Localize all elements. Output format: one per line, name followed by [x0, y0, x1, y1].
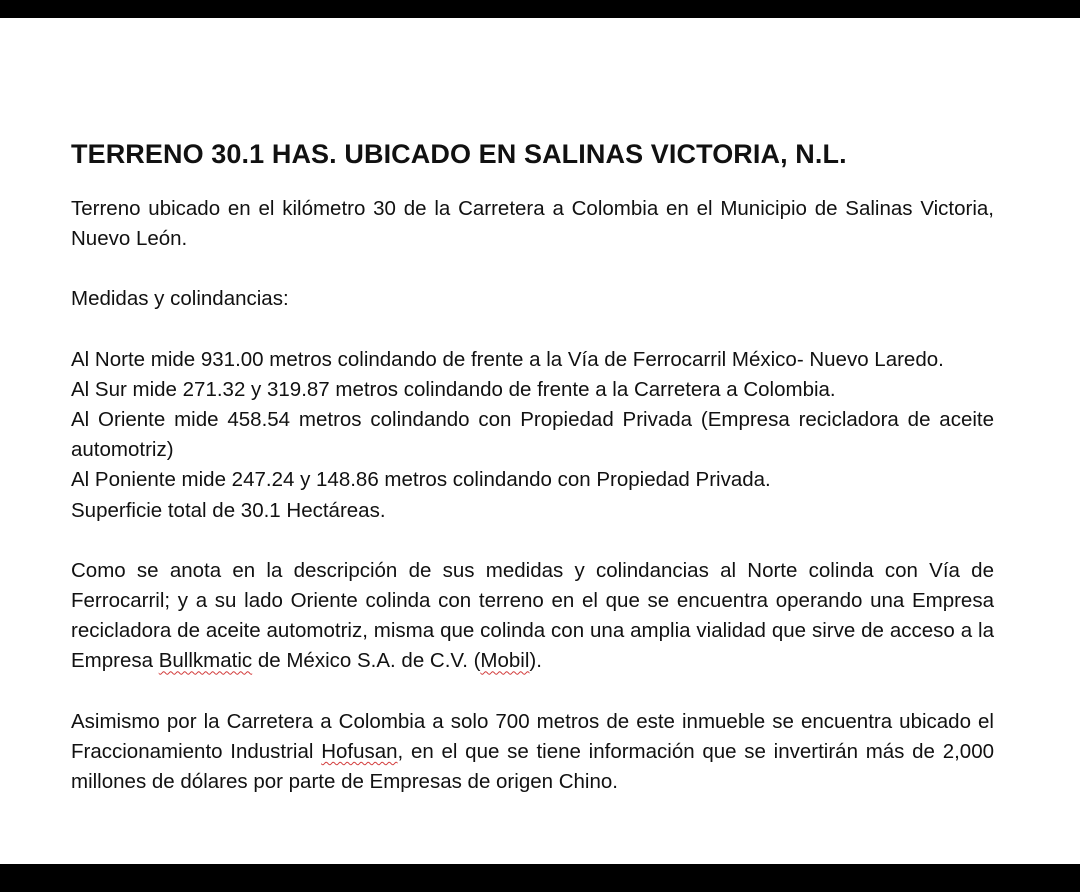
- bottom-black-bar: [0, 864, 1080, 892]
- industrial-park-paragraph: [71, 707, 994, 798]
- measure-north: Al Norte mide 931.00 metros colindando de frente a la Vía de Ferrocarril México- Nuevo Laredo.: [71, 347, 944, 371]
- boundaries-text-1: Como se anota en la descripción de sus medidas y colindancias al Norte colinda con Vía de Ferrocarril; y a su lado Oriente colinda con terreno en el que se encuentra operando una Empresa recicladora de aceite automotriz, misma que colinda con una amplia vialidad que sirve de acceso a la Empresa: [71, 558, 994, 673]
- boundaries-text-2: de México S.A. de C.V. (: [252, 649, 481, 673]
- top-black-bar: [0, 0, 1080, 18]
- measure-total-area: Superficie total de 30.1 Hectáreas.: [71, 498, 386, 522]
- intro-paragraph: Terreno ubicado en el kilómetro 30 de la Carretera a Colombia en el Municipio de Salinas Victoria, Nuevo León.: [71, 197, 994, 251]
- measure-east: Al Oriente mide 458.54 metros colindando con Propiedad Privada (Empresa recicladora de aceite automotriz): [71, 408, 994, 462]
- document-page: [0, 18, 1080, 864]
- measures-list: [71, 345, 994, 526]
- industrial-text-2: , en el que se tiene información que se invertirán más de 2,000 millones de dólares por parte de Empresas de origen Chino.: [71, 739, 994, 794]
- spellcheck-word-mobil: Mobil: [480, 649, 530, 673]
- document-title: TERRENO 30.1 HAS. UBICADO EN SALINAS VICTORIA, N.L.: [71, 139, 847, 169]
- spellcheck-word-bullkmatic: Bullkmatic: [158, 649, 253, 673]
- document-body: [71, 136, 994, 797]
- measure-south: Al Sur mide 271.32 y 319.87 metros colindando de frente a la Carretera a Colombia.: [71, 377, 836, 401]
- industrial-text-1: Asimismo por la Carretera a Colombia a solo 700 metros de este inmueble se encuentra ubicado el Fraccionamiento Industrial: [71, 709, 994, 763]
- measures-heading: Medidas y colindancias:: [71, 287, 289, 311]
- boundaries-paragraph: [71, 556, 994, 677]
- boundaries-text-3: ).: [529, 649, 542, 673]
- spellcheck-word-hofusan: Hofusan: [321, 739, 398, 763]
- measure-west: Al Poniente mide 247.24 y 148.86 metros colindando con Propiedad Privada.: [71, 468, 771, 492]
